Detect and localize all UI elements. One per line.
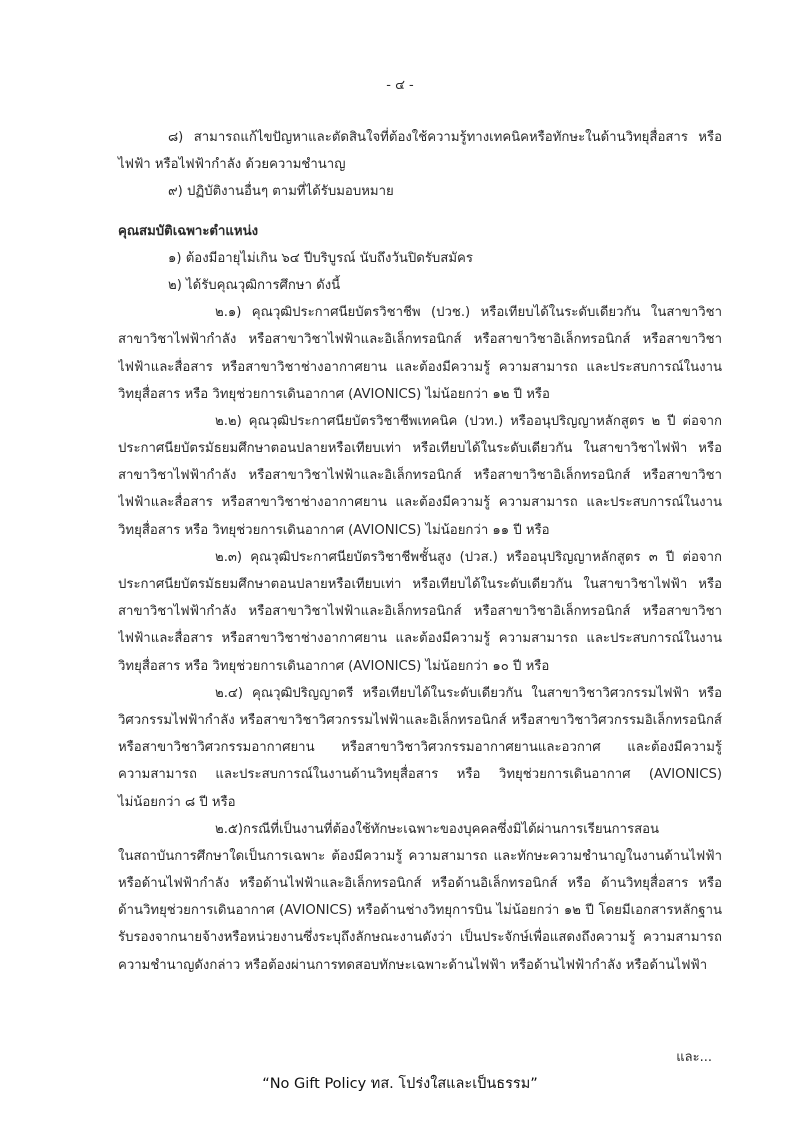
qualification-2-4-line: ไม่น้อยกว่า ๘ ปี หรือ: [118, 794, 236, 810]
qualification-2-2-line: ประกาศนียบัตรมัธยมศึกษาตอนปลายหรือเทียบเท่า หรือเทียบได้ในระดับเดียวกัน ในสาขาวิชาไฟฟ้า หรือ: [118, 441, 722, 457]
qualification-2-5-line: ในสถาบันการศึกษาใดเป็นการเฉพาะ ต้องมีความรู้ ความสามารถ และทักษะความชำนาญในงานด้านไฟฟ้า: [118, 848, 722, 864]
qualification-2-5-line: ด้านวิทยุช่วยการเดินอากาศ (AVIONICS) หรือด้านช่างวิทยุการบิน ไม่น้อยกว่า ๑๒ ปี โดยมีเอกสารหลักฐาน: [118, 903, 722, 919]
qualification-2-1-line: วิทยุสื่อสาร หรือ วิทยุช่วยการเดินอากาศ (AVIONICS) ไม่น้อยกว่า ๑๒ ปี หรือ: [118, 386, 550, 402]
qualification-2: ๒) ได้รับคุณวุฒิการศึกษา ดังนี้: [168, 277, 341, 293]
qualification-2-2: ๒.๒) คุณวุฒิประกาศนียบัตรวิชาชีพเทคนิค (ปวท.) หรืออนุปริญญาหลักสูตร ๒ ปี ต่อจาก: [215, 413, 722, 429]
page-number: - ๔ -: [386, 78, 414, 93]
qualification-2-3-line: ไฟฟ้าและสื่อสาร หรือสาขาวิชาช่างอากาศยาน และต้องมีความรู้ ความสามารถ และประสบการณ์ในงาน: [118, 631, 722, 647]
qualification-2-2-line: วิทยุสื่อสาร หรือ วิทยุช่วยการเดินอากาศ (AVIONICS) ไม่น้อยกว่า ๑๑ ปี หรือ: [118, 522, 550, 538]
qualification-1: ๑) ต้องมีอายุไม่เกิน ๖๔ ปีบริบูรณ์ นับถึงวันปิดรับสมัคร: [168, 250, 473, 266]
qualification-2-4: ๒.๔) คุณวุฒิปริญญาตรี หรือเทียบได้ในระดับเดียวกัน ในสาขาวิชาวิศวกรรมไฟฟ้า หรือ: [215, 685, 722, 701]
qualification-2-4-line: หรือสาขาวิชาวิศวกรรมอากาศยาน หรือสาขาวิชาวิศวกรรมอากาศยานและอวกาศ และต้องมีความรู้: [118, 740, 722, 756]
section-heading-qualifications: คุณสมบัติเฉพาะตำแหน่ง: [118, 223, 259, 239]
qualification-2-5-line: ความชำนาญดังกล่าว หรือต้องผ่านการทดสอบทักษะเฉพาะด้านไฟฟ้า หรือด้านไฟฟ้ากำลัง หรือด้านไฟฟ้า: [118, 957, 708, 973]
duty-item-8: ๘) สามารถแก้ไขปัญหาและตัดสินใจที่ต้องใช้ความรู้ทางเทคนิคหรือทักษะในด้านวิทยุสื่อสาร หรือ: [168, 130, 722, 145]
continuation-marker: และ...: [676, 1050, 712, 1065]
qualification-2-3: ๒.๓) คุณวุฒิประกาศนียบัตรวิชาชีพชั้นสูง (ปวส.) หรืออนุปริญญาหลักสูตร ๓ ปี ต่อจาก: [215, 549, 722, 565]
qualification-2-4-line: ความสามารถ และประสบการณ์ในงานด้านวิทยุสื่อสาร หรือ วิทยุช่วยการเดินอากาศ (AVIONICS): [118, 767, 722, 783]
duty-item-9: ๙) ปฏิบัติงานอื่นๆ ตามที่ได้รับมอบหมาย: [168, 184, 394, 200]
qualification-2-3-line: วิทยุสื่อสาร หรือ วิทยุช่วยการเดินอากาศ (AVIONICS) ไม่น้อยกว่า ๑๐ ปี หรือ: [118, 658, 550, 674]
qualification-2-2-line: ไฟฟ้าและสื่อสาร หรือสาขาวิชาช่างอากาศยาน และต้องมีความรู้ ความสามารถ และประสบการณ์ในงาน: [118, 495, 722, 511]
qualification-2-3-line: สาขาวิชาไฟฟ้ากำลัง หรือสาขาวิชาไฟฟ้าและอิเล็กทรอนิกส์ หรือสาขาวิชาอิเล็กทรอนิกส์ หรือสาขาวิชา: [118, 604, 722, 620]
qualification-2-5-line: หรือด้านไฟฟ้ากำลัง หรือด้านไฟฟ้าและอิเล็กทรอนิกส์ หรือด้านอิเล็กทรอนิกส์ หรือ ด้านวิทยุสื่อสาร หรือ: [118, 876, 722, 892]
qualification-2-5: ๒.๕)กรณีที่เป็นงานที่ต้องใช้ทักษะเฉพาะของบุคคลซึ่งมิได้ผ่านการเรียนการสอน: [215, 821, 660, 837]
qualification-2-5-line: รับรองจากนายจ้างหรือหน่วยงานซึ่งระบุถึงลักษณะงานดังว่า เป็นประจักษ์เพื่อแสดงถึงความรู้ ความสามารถ: [118, 930, 722, 946]
qualification-2-1-line: สาขาวิชาไฟฟ้ากำลัง หรือสาขาวิชาไฟฟ้าและอิเล็กทรอนิกส์ หรือสาขาวิชาอิเล็กทรอนิกส์ หรือสาขาวิชา: [118, 332, 722, 348]
document-body: [118, 124, 722, 979]
duty-item-8-cont: ไฟฟ้า หรือไฟฟ้ากำลัง ด้วยความชำนาญ: [118, 157, 346, 173]
qualification-2-3-line: ประกาศนียบัตรมัธยมศึกษาตอนปลายหรือเทียบเท่า หรือเทียบได้ในระดับเดียวกัน ในสาขาวิชาไฟฟ้า หรือ: [118, 577, 722, 592]
qualification-2-2-line: สาขาวิชาไฟฟ้ากำลัง หรือสาขาวิชาไฟฟ้าและอิเล็กทรอนิกส์ หรือสาขาวิชาอิเล็กทรอนิกส์ หรือสาขาวิชา: [118, 468, 722, 484]
qualification-2-4-line: วิศวกรรมไฟฟ้ากำลัง หรือสาขาวิชาวิศวกรรมไฟฟ้าและอิเล็กทรอนิกส์ หรือสาขาวิชาวิศวกรรมอิเล็กทรอนิกส์: [118, 712, 722, 728]
qualification-2-1-line: ไฟฟ้าและสื่อสาร หรือสาขาวิชาช่างอากาศยาน และต้องมีความรู้ ความสามารถ และประสบการณ์ในงาน: [118, 359, 722, 375]
qualification-2-1: ๒.๑) คุณวุฒิประกาศนียบัตรวิชาชีพ (ปวช.) หรือเทียบได้ในระดับเดียวกัน ในสาขาวิชา: [215, 305, 722, 321]
footer-slogan: “No Gift Policy ทส. โปร่งใสและเป็นธรรม”: [262, 1076, 538, 1092]
